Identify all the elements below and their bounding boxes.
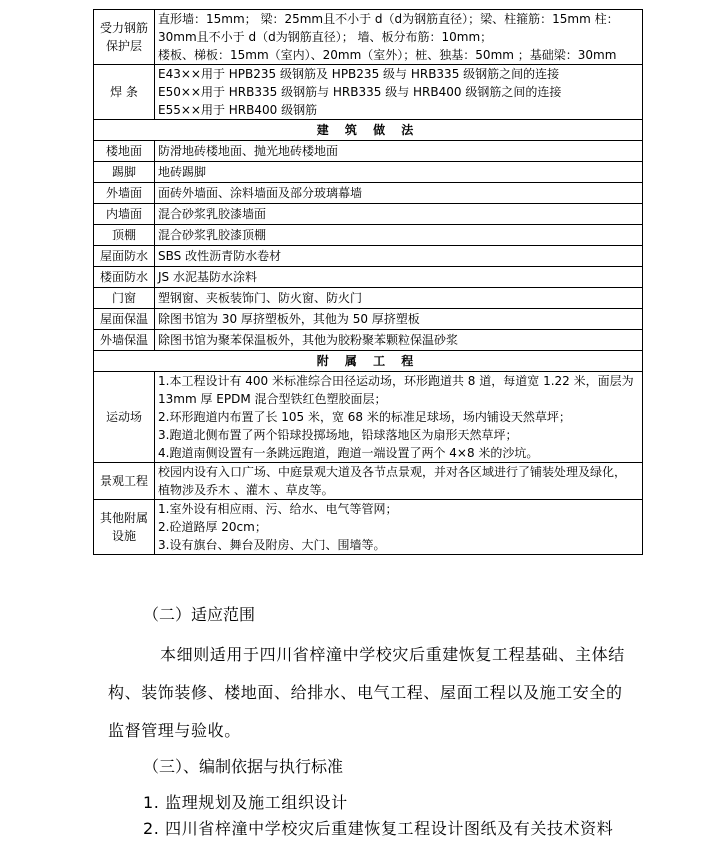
row-value: 地砖踢脚 bbox=[155, 162, 643, 183]
row-label: 焊 条 bbox=[94, 65, 155, 120]
table-row bbox=[94, 288, 643, 309]
paragraph-line: 监督管理与验收。 bbox=[108, 721, 241, 740]
row-label: 踢脚 bbox=[94, 162, 155, 183]
sports-cell bbox=[155, 372, 643, 463]
row-value: 防滑地砖楼地面、抛光地砖楼地面 bbox=[155, 141, 643, 162]
section-heading-basis: （三）、编制依据与执行标准 bbox=[143, 757, 344, 776]
row-label: 外墙面 bbox=[94, 183, 155, 204]
text-line: 1.室外设有相应雨、污、给水、电气等管网； bbox=[158, 502, 398, 516]
row-label: 门窗 bbox=[94, 288, 155, 309]
section-heading-scope: （二）适应范围 bbox=[143, 605, 256, 624]
row-label: 内墙面 bbox=[94, 204, 155, 225]
table-row bbox=[94, 500, 643, 555]
row-value: 除图书馆为 30 厚挤塑板外，其他为 50 厚挤塑板 bbox=[155, 309, 643, 330]
row-label: 受力钢筋保护层 bbox=[94, 10, 155, 65]
table-row bbox=[94, 225, 643, 246]
row-value: 面砖外墙面、涂料墙面及部分玻璃幕墙 bbox=[155, 183, 643, 204]
text-line: 直形墙：15mm； 梁：25mm且不小于 d（d为钢筋直径）；梁、柱箍筋：15mm 柱： bbox=[158, 12, 619, 26]
row-label: 景观工程 bbox=[94, 463, 155, 500]
text-line: 3.跑道北侧布置了两个铅球投掷场地，铅球落地区为扇形天然草坪； bbox=[158, 428, 518, 442]
row-value: 除图书馆为聚苯保温板外，其他为胶粉聚苯颗粒保温砂浆 bbox=[155, 330, 643, 351]
landscape-cell bbox=[155, 463, 643, 500]
row-label: 顶棚 bbox=[94, 225, 155, 246]
text-line: 3.设有旗台、舞台及附房、大门、围墙等。 bbox=[158, 538, 386, 552]
text-line: E50××用于 HRB335 级钢筋与 HRB335 级与 HRB400 级钢筋之间的连接 bbox=[158, 85, 562, 99]
text-line: 2.砼道路厚 20cm； bbox=[158, 520, 267, 534]
text-line: 校园内设有入口广场、中庭景观大道及各节点景观，并对各区域进行了铺装处理及绿化， bbox=[158, 465, 627, 479]
text-line: 1.本工程设计有 400 米标准综合田径运动场，环形跑道共 8 道，每道宽 1.22 米，面层为 bbox=[158, 374, 634, 388]
row-value: SBS 改性沥青防水卷材 bbox=[155, 246, 643, 267]
row-label: 屋面保温 bbox=[94, 309, 155, 330]
row-value: 混合砂浆乳胶漆墙面 bbox=[155, 204, 643, 225]
text-line: E43××用于 HPB235 级钢筋及 HPB235 级与 HRB335 级钢筋之间的连接 bbox=[158, 67, 560, 81]
table-row bbox=[94, 141, 643, 162]
rebar-cover-cell bbox=[155, 10, 643, 65]
text-line: 楼板、梯板：15mm（室内）、20mm（室外）；桩、独基：50mm ；基础梁：30mm bbox=[158, 48, 617, 62]
row-label: 屋面防水 bbox=[94, 246, 155, 267]
paragraph-line: 本细则适用于四川省梓潼中学校灾后重建恢复工程基础、主体结 bbox=[160, 645, 625, 664]
section-header-ancillary: 附 属 工 程 bbox=[94, 351, 643, 372]
row-label: 运动场 bbox=[94, 372, 155, 463]
table-row bbox=[94, 10, 643, 65]
paragraph-line: 构、装饰装修、楼地面、给排水、电气工程、屋面工程以及施工安全的 bbox=[108, 683, 623, 702]
table-row bbox=[94, 204, 643, 225]
text-line: 2.环形跑道内布置了长 105 米，宽 68 米的标准足球场，场内铺设天然草坪； bbox=[158, 410, 571, 424]
text-line: 30mm且不小于 d（d为钢筋直径）； 墙、板分布筋：10mm； bbox=[158, 30, 493, 44]
table-row bbox=[94, 330, 643, 351]
table-row bbox=[94, 120, 643, 141]
list-item: 1. 监理规划及施工组织设计 bbox=[143, 793, 348, 812]
section-header-architecture: 建 筑 做 法 bbox=[94, 120, 643, 141]
table-row bbox=[94, 183, 643, 204]
row-value: 混合砂浆乳胶漆顶棚 bbox=[155, 225, 643, 246]
row-label: 楼地面 bbox=[94, 141, 155, 162]
table-row bbox=[94, 372, 643, 463]
text-line: 植物涉及乔木 、灌木 、草皮等。 bbox=[158, 483, 334, 497]
list-item: 2. 四川省梓潼中学校灾后重建恢复工程设计图纸及有关技术资料 bbox=[143, 819, 614, 838]
row-value: JS 水泥基防水涂料 bbox=[155, 267, 643, 288]
row-label: 楼面防水 bbox=[94, 267, 155, 288]
text-line: 13mm 厚 EPDM 混合型铁红色塑胶面层； bbox=[158, 392, 387, 406]
text-line: 4.跑道南侧设置有一条跳远跑道，跑道一端设置了两个 4×8 米的沙坑。 bbox=[158, 446, 539, 460]
table-row bbox=[94, 162, 643, 183]
table-row bbox=[94, 65, 643, 120]
text-line: E55××用于 HRB400 级钢筋 bbox=[158, 103, 318, 117]
row-label-text: 其他附属设施 bbox=[99, 511, 148, 543]
table-row bbox=[94, 309, 643, 330]
row-label bbox=[94, 500, 155, 555]
table-row bbox=[94, 267, 643, 288]
table-row bbox=[94, 246, 643, 267]
row-label: 外墙保温 bbox=[94, 330, 155, 351]
table-row bbox=[94, 351, 643, 372]
other-facilities-cell bbox=[155, 500, 643, 555]
spec-table bbox=[93, 9, 643, 555]
table-row bbox=[94, 463, 643, 500]
welding-cell bbox=[155, 65, 643, 120]
row-value: 塑钢窗、夹板装饰门、防火窗、防火门 bbox=[155, 288, 643, 309]
